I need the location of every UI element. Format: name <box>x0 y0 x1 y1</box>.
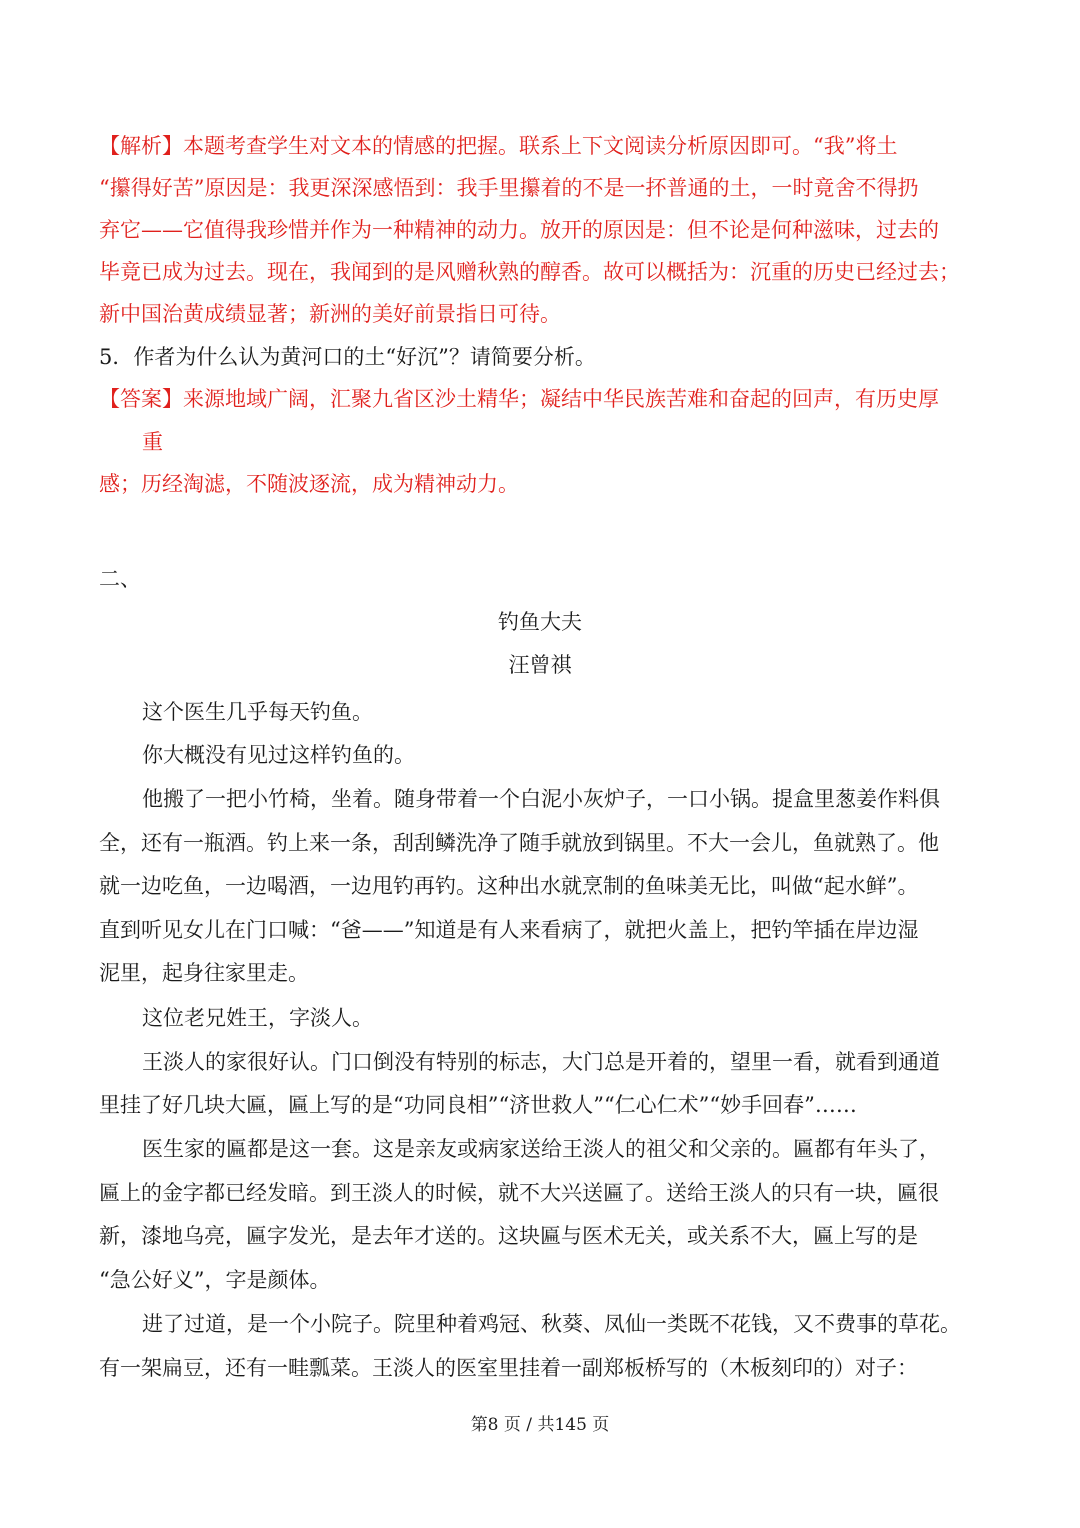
answer-line-3: 感；历经淘滤，不随波逐流，成为精神动力。 <box>99 472 519 496</box>
page-footer: 第8 页 / 共145 页 <box>470 1415 610 1435</box>
analysis-line-5: 新中国治黄成绩显著；新洲的美好前景指日可待。 <box>99 302 561 326</box>
article-line: 这个医生几乎每天钓鱼。 <box>142 700 373 724</box>
article-line: 有一架扁豆，还有一畦瓢菜。王淡人的医室里挂着一副郑板桥写的（木板刻印的）对子： <box>99 1356 918 1380</box>
article-line: 里挂了好几块大匾，匾上写的是“功同良相”“济世救人”“仁心仁术”“妙手回春”…… <box>99 1093 857 1117</box>
section-number: 二、 <box>99 567 141 591</box>
analysis-line-4: 毕竟已成为过去。现在，我闻到的是风赠秋熟的醇香。故可以概括为：沉重的历史已经过去； <box>99 260 960 284</box>
article-line: 这位老兄姓王，字淡人。 <box>142 1006 373 1030</box>
answer-line-2: 重 <box>142 430 163 454</box>
article-line: 全，还有一瓶酒。钓上来一条，刮刮鳞洗净了随手就放到锅里。不大一会儿，鱼就熟了。他 <box>99 831 939 855</box>
article-title: 钓鱼大夫 <box>498 610 582 634</box>
article-line: 医生家的匾都是这一套。这是亲友或病家送给王淡人的祖父和父亲的。匾都有年头了， <box>142 1137 940 1161</box>
article-line: 新，漆地乌亮，匾字发光，是去年才送的。这块匾与医术无关，或关系不大，匾上写的是 <box>99 1224 918 1248</box>
analysis-line-1: 【解析】本题考查学生对文本的情感的把握。联系上下文阅读分析原因即可。“我”将土 <box>99 134 898 158</box>
article-line: 直到听见女儿在门口喊：“爸——”知道是有人来看病了，就把火盖上，把钓竿插在岸边湿 <box>99 918 919 942</box>
article-line: 你大概没有见过这样钓鱼的。 <box>142 743 415 767</box>
question-5: 5．作者为什么认为黄河口的土“好沉”？请简要分析。 <box>99 345 596 369</box>
analysis-line-3: 弃它——它值得我珍惜并作为一种精神的动力。放开的原因是：但不论是何种滋味，过去的 <box>99 218 939 242</box>
article-line: 就一边吃鱼，一边喝酒，一边甩钓再钓。这种出水就烹制的鱼味美无比，叫做“起水鲜”。 <box>99 874 919 898</box>
article-line: “急公好义”，字是颜体。 <box>99 1268 331 1292</box>
article-line: 匾上的金字都已经发暗。到王淡人的时候，就不大兴送匾了。送给王淡人的只有一块，匾很 <box>99 1181 939 1205</box>
article-line: 王淡人的家很好认。门口倒没有特别的标志，大门总是开着的，望里一看，就看到通道 <box>142 1050 940 1074</box>
article-line: 泥里，起身往家里走。 <box>99 961 309 985</box>
article-line: 他搬了一把小竹椅，坐着。随身带着一个白泥小灰炉子，一口小锅。提盒里葱姜作料俱 <box>142 787 940 811</box>
article-author: 汪曾祺 <box>508 653 572 677</box>
article-line: 进了过道，是一个小院子。院里种着鸡冠、秋葵、凤仙一类既不花钱，又不费事的草花。 <box>142 1312 961 1336</box>
analysis-line-2: “攥得好苦”原因是：我更深深感悟到：我手里攥着的不是一抔普通的土，一时竟舍不得扔 <box>99 176 919 200</box>
answer-line-1: 【答案】来源地域广阔，汇聚九省区沙土精华；凝结中华民族苦难和奋起的回声，有历史厚 <box>99 387 939 411</box>
